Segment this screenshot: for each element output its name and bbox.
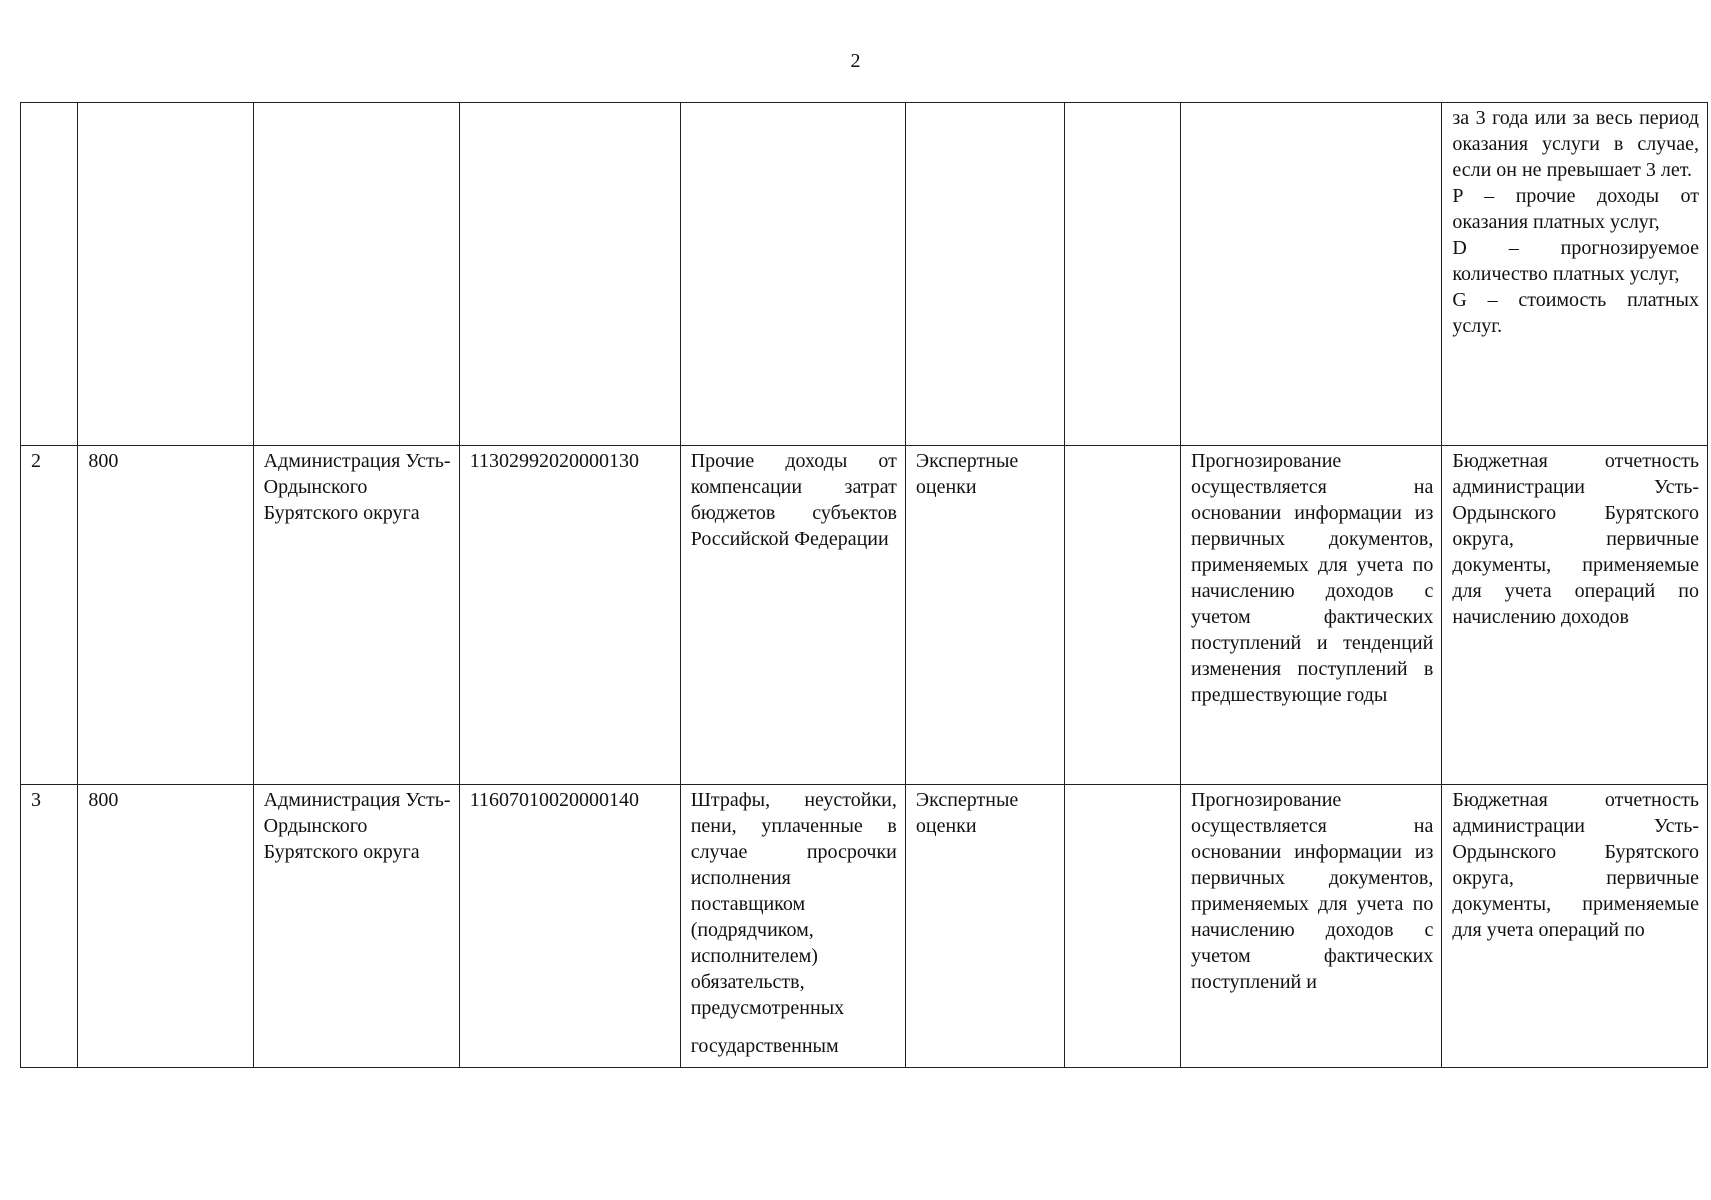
cell-source: Бюджетная отчетность администрации Усть-Ордынского Бурятского округа, первичные документы, применяемые для учета операций по начислению доходов: [1442, 446, 1708, 785]
cell-admin: [253, 103, 459, 446]
cell-code: 800: [78, 446, 253, 785]
cell-num: 3: [21, 785, 78, 1068]
table-row: [21, 785, 1708, 1068]
cell-name: [680, 103, 905, 446]
cell-kbk: 11302992020000130: [459, 446, 680, 785]
name-tail: государственным: [690, 1035, 839, 1057]
table-row: [21, 103, 1708, 446]
revenue-forecast-table: [20, 102, 1708, 1068]
cell-formula: [1065, 103, 1181, 446]
cell-num: [21, 103, 78, 446]
cell-admin: Администрация Усть-Ордынского Бурятского округа: [253, 785, 459, 1068]
cell-kbk: 11607010020000140: [459, 785, 680, 1068]
cell-method: [905, 103, 1064, 446]
cell-algorithm: Прогнозирование осуществляется на основании информации из первичных документов, применяемых для учета по начислению доходов с учетом фактических поступлений и тенденций изменения поступлений в предшествующие годы: [1181, 446, 1442, 785]
cell-source: [1442, 103, 1708, 446]
cell-source: Бюджетная отчетность администрации Усть-Ордынского Бурятского округа, первичные документы, применяемые для учета операций по: [1442, 785, 1708, 1068]
cell-formula: [1065, 785, 1181, 1068]
name-text: Штрафы, неустойки, пени, уплаченные в случае просрочки исполнения поставщиком (подрядчиком, исполнителем) обязательств, предусмотренных: [690, 789, 897, 1019]
cell-admin: Администрация Усть-Ордынского Бурятского округа: [253, 446, 459, 785]
cell-method: Экспертные оценки: [905, 446, 1064, 785]
cell-formula: [1065, 446, 1181, 785]
formula-line: G – стоимость платных услуг.: [1452, 289, 1699, 337]
cell-code: 800: [78, 785, 253, 1068]
cell-num: 2: [21, 446, 78, 785]
formula-line: P – прочие доходы от оказания платных услуг,: [1452, 185, 1699, 233]
cell-algorithm: [1181, 103, 1442, 446]
cell-method: Экспертные оценки: [905, 785, 1064, 1068]
cell-name: Прочие доходы от компенсации затрат бюджетов субъектов Российской Федерации: [680, 446, 905, 785]
table-row: [21, 446, 1708, 785]
cell-name: [680, 785, 905, 1068]
cell-code: [78, 103, 253, 446]
formula-line: D – прогнозируемое количество платных услуг,: [1452, 237, 1699, 285]
cell-algorithm: Прогнозирование осуществляется на основании информации из первичных документов, применяемых для учета по начислению доходов с учетом фактических поступлений и: [1181, 785, 1442, 1068]
cell-kbk: [459, 103, 680, 446]
formula-line: за 3 года или за весь период оказания услуги в случае, если он не превышает 3 лет.: [1452, 107, 1699, 181]
page-number: 2: [850, 50, 861, 72]
